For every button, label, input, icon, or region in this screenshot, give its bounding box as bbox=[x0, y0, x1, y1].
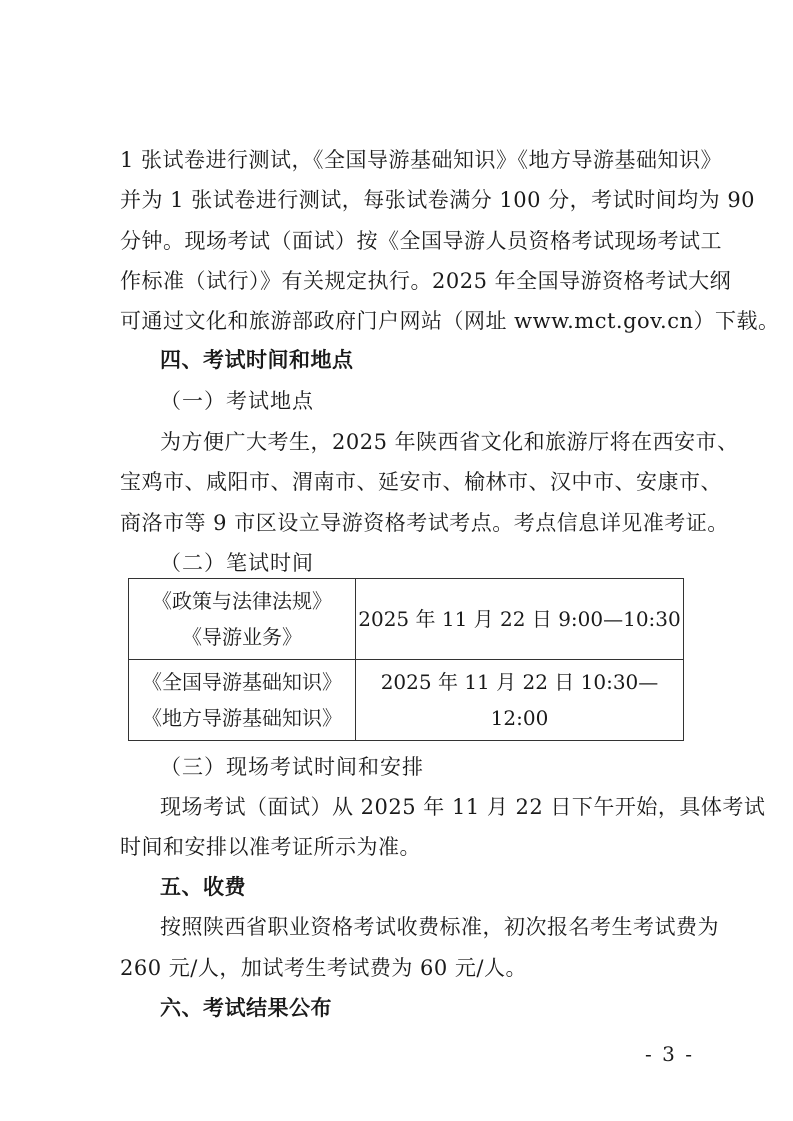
subject-name: 《政策与法律法规》 bbox=[152, 589, 332, 613]
subsection-heading: （一）考试地点 bbox=[160, 389, 314, 413]
section-heading: 五、收费 bbox=[160, 875, 246, 899]
paragraph-line: 并为 1 张试卷进行测试，每张试卷满分 100 分，考试时间均为 90 bbox=[120, 188, 756, 212]
paragraph-line: 1 张试卷进行测试，《全国导游基础知识》《地方导游基础知识》 bbox=[120, 148, 723, 172]
subject-name: 《地方导游基础知识》 bbox=[142, 706, 342, 730]
paragraph-line: 按照陕西省职业资格考试收费标准，初次报名考生考试费为 bbox=[160, 915, 719, 939]
table-row bbox=[129, 660, 684, 741]
paragraph-line: 作标准（试行）》有关规定执行。2025 年全国导游资格考试大纲 bbox=[120, 269, 732, 293]
paragraph-line: 时间和安排以准考证所示为准。 bbox=[120, 835, 421, 859]
table-cell-time: 2025 年 11 月 22 日 9:00—10:30 bbox=[356, 579, 684, 660]
paragraph-line: 商洛市等 9 市区设立导游资格考试考点。考点信息详见准考证。 bbox=[120, 511, 729, 535]
paragraph-line: 为方便广大考生，2025 年陕西省文化和旅游厅将在西安市、 bbox=[160, 430, 739, 454]
paragraph-line: 现场考试（面试）从 2025 年 11 月 22 日下午开始，具体考试 bbox=[160, 795, 766, 819]
paragraph-line: 宝鸡市、咸阳市、渭南市、延安市、榆林市、汉中市、安康市、 bbox=[120, 470, 722, 494]
paragraph-line: 260 元/人，加试考生考试费为 60 元/人。 bbox=[120, 956, 527, 980]
section-heading: 四、考试时间和地点 bbox=[160, 348, 354, 372]
paragraph-line: 分钟。现场考试（面试）按《全国导游人员资格考试现场考试工 bbox=[120, 229, 722, 253]
table-cell-subjects bbox=[129, 579, 356, 660]
subject-name: 《导游业务》 bbox=[182, 625, 302, 649]
paragraph-line: 可通过文化和旅游部政府门户网站（网址 www.mct.gov.cn）下载。 bbox=[120, 309, 780, 333]
table-cell-subjects bbox=[129, 660, 356, 741]
subsection-heading: （三）现场考试时间和安排 bbox=[160, 755, 424, 779]
table-cell-time: 2025 年 11 月 22 日 10:30—12:00 bbox=[356, 660, 684, 741]
table-row bbox=[129, 579, 684, 660]
page-number: - 3 - bbox=[645, 1042, 694, 1066]
subject-name: 《全国导游基础知识》 bbox=[142, 670, 342, 694]
section-heading: 六、考试结果公布 bbox=[160, 996, 332, 1020]
subsection-heading: （二）笔试时间 bbox=[160, 551, 314, 575]
exam-schedule-table bbox=[128, 578, 684, 741]
